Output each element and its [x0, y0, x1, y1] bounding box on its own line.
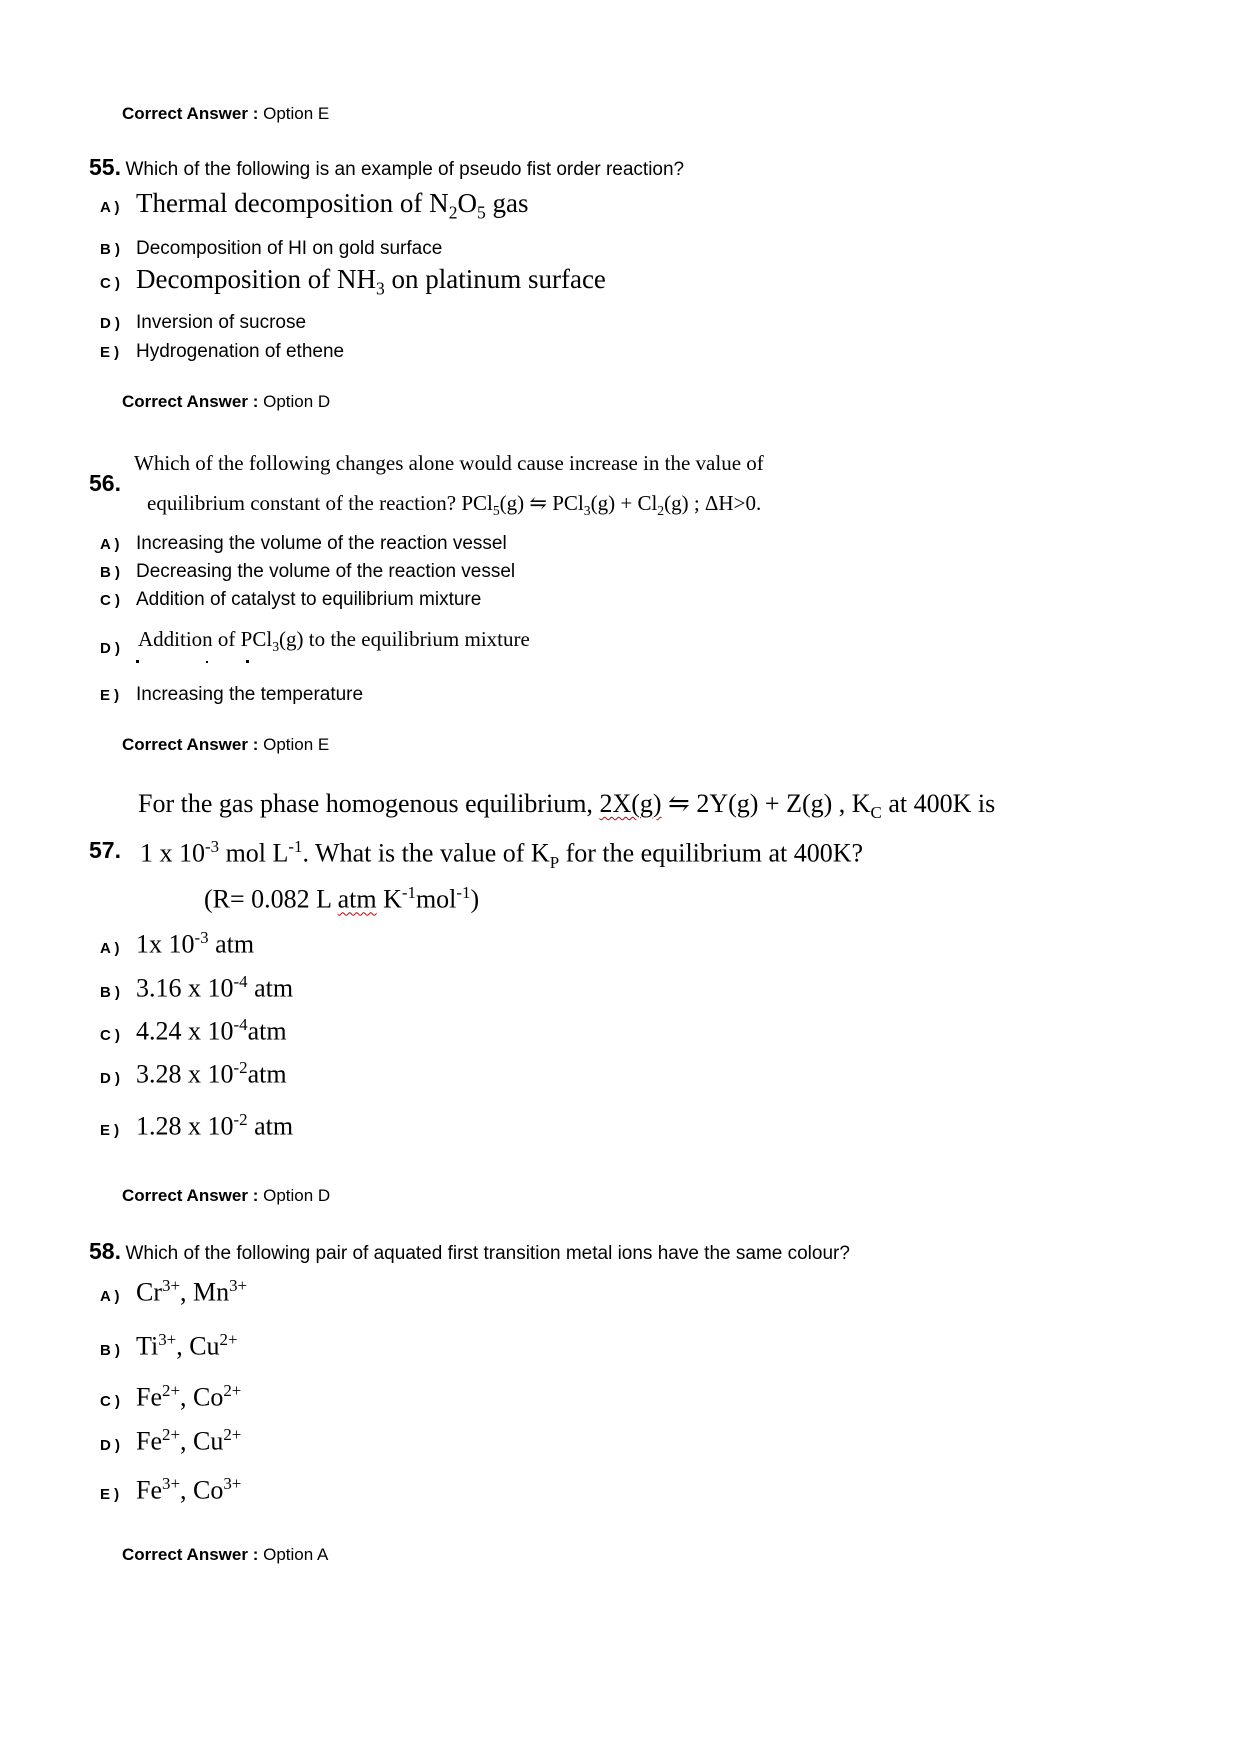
question-56-line1: Which of the following changes alone would cause increase in the value of — [134, 451, 764, 475]
option-letter: B ) — [100, 564, 120, 581]
option-letter: C ) — [100, 1026, 120, 1044]
option-text: 1.28 x $10^{-2}$ atm — [136, 1110, 294, 1141]
option-58-a[interactable] — [100, 1276, 247, 1308]
question-56-line2: equilibrium constant of the reaction? PCl$_5$(g) ⇋ $PCl_3(g) + Cl_2(g)$ ; ΔH>0. — [147, 491, 762, 519]
option-56-d-letter[interactable] — [100, 640, 136, 658]
answer-value: Option E — [263, 104, 330, 123]
answer-value: Option A — [263, 1545, 329, 1564]
option-text: 3.16 x $10^{-4}$ atm — [136, 972, 294, 1003]
option-letter: A ) — [100, 199, 120, 216]
answer-value: Option D — [263, 392, 331, 411]
answer-label: Correct Answer : — [122, 1545, 259, 1564]
option-55-b[interactable] — [100, 238, 442, 260]
option-text: $Cr^{3+}$, $Mn^{3+}$ — [136, 1276, 248, 1307]
question-text: Which of the following is an example of pseudo fist order reaction? — [125, 159, 685, 180]
question-57-line2: 1 x $10^{-3}$ mol $L^{-1}$. What is the value of $K_P$ for the equilibrium at 400K? — [140, 837, 864, 872]
answer-label: Correct Answer : — [122, 104, 259, 123]
option-text: Increasing the temperature — [136, 684, 364, 705]
option-letter: E ) — [100, 1121, 120, 1139]
option-letter: D ) — [100, 315, 120, 332]
option-text: Decreasing the volume of the reaction vessel — [136, 561, 516, 582]
correct-answer-55 — [122, 392, 330, 412]
question-number: 58. — [89, 1238, 121, 1264]
option-55-d[interactable] — [100, 312, 306, 334]
option-55-c[interactable] — [100, 264, 606, 299]
correct-answer-54 — [122, 104, 329, 124]
option-letter: E ) — [100, 344, 120, 361]
option-letter: C ) — [100, 592, 120, 609]
option-text: Addition of catalyst to equilibrium mixture — [136, 589, 482, 610]
option-letter: A ) — [100, 536, 120, 553]
option-55-e[interactable] — [100, 341, 344, 363]
option-text: Inversion of sucrose — [136, 312, 307, 333]
option-text: $Fe^{2+}$, $Co^{2+}$ — [136, 1381, 242, 1412]
answer-label: Correct Answer : — [122, 1186, 259, 1205]
option-text: $Fe^{3+}$, $Co^{3+}$ — [136, 1474, 242, 1505]
correct-answer-58 — [122, 1545, 328, 1565]
option-letter: A ) — [100, 939, 120, 957]
stray-marks — [136, 660, 256, 668]
option-text: $Fe^{2+}$, $Cu^{2+}$ — [136, 1425, 242, 1456]
option-text: 1x $10^{-3}$ atm — [136, 928, 255, 959]
answer-label: Correct Answer : — [122, 392, 259, 411]
option-text: Thermal decomposition of $N_2O_5$ gas — [136, 188, 529, 223]
option-58-b[interactable] — [100, 1330, 238, 1362]
option-text: $Ti^{3+}$, $Cu^{2+}$ — [136, 1330, 238, 1361]
correct-answer-56 — [122, 735, 329, 755]
option-57-d[interactable] — [100, 1058, 287, 1090]
question-55 — [89, 154, 684, 181]
option-letter: E ) — [100, 1485, 120, 1503]
answer-value: Option D — [263, 1186, 331, 1205]
option-58-c[interactable] — [100, 1381, 241, 1413]
option-letter: B ) — [100, 241, 120, 258]
option-57-b[interactable] — [100, 972, 293, 1004]
option-letter: E ) — [100, 687, 120, 704]
question-number: 55. — [89, 154, 121, 180]
question-58 — [89, 1238, 850, 1265]
option-letter: D ) — [100, 640, 120, 657]
option-letter: D ) — [100, 1069, 120, 1087]
option-text: Hydrogenation of ethene — [136, 341, 345, 362]
question-number-57: 57. — [89, 837, 121, 863]
option-text: Decomposition of $NH_3$ on platinum surface — [136, 264, 606, 299]
answer-value: Option E — [263, 735, 330, 754]
option-58-e[interactable] — [100, 1474, 241, 1506]
option-letter: C ) — [100, 275, 120, 292]
option-letter: B ) — [100, 1341, 120, 1359]
option-56-e[interactable] — [100, 684, 363, 706]
question-text: Which of the following pair of aquated first transition metal ions have the same colour? — [125, 1243, 850, 1264]
option-letter: B ) — [100, 983, 120, 1001]
option-56-a[interactable] — [100, 533, 507, 555]
question-57-line3: (R= 0.082 L atm $K^{-1}mol^{-1}$) — [204, 883, 480, 914]
option-56-c[interactable] — [100, 589, 481, 611]
question-57-line1: For the gas phase homogenous equilibrium, 2X(g) ⇋ 2Y(g) + Z(g) , $K_C$ at 400K is — [138, 789, 996, 823]
option-58-d[interactable] — [100, 1425, 241, 1457]
question-number-56: 56. — [89, 470, 121, 496]
option-57-c[interactable] — [100, 1015, 287, 1047]
option-57-e[interactable] — [100, 1110, 293, 1142]
option-text: 3.28 x $10^{-2}atm$ — [136, 1058, 287, 1089]
option-text: Increasing the volume of the reaction vessel — [136, 533, 507, 554]
option-55-a[interactable] — [100, 188, 528, 223]
correct-answer-57 — [122, 1186, 330, 1206]
answer-label: Correct Answer : — [122, 735, 259, 754]
option-text: Decomposition of HI on gold surface — [136, 238, 443, 259]
option-57-a[interactable] — [100, 928, 254, 960]
option-letter: D ) — [100, 1436, 120, 1454]
option-letter: A ) — [100, 1287, 120, 1305]
option-text: 4.24 x $10^{-4}atm$ — [136, 1015, 287, 1046]
option-56-d-text: Addition of PCl$_3$(g) to the equilibrium mixture — [138, 627, 530, 655]
option-letter: C ) — [100, 1392, 120, 1410]
option-56-b[interactable] — [100, 561, 515, 583]
